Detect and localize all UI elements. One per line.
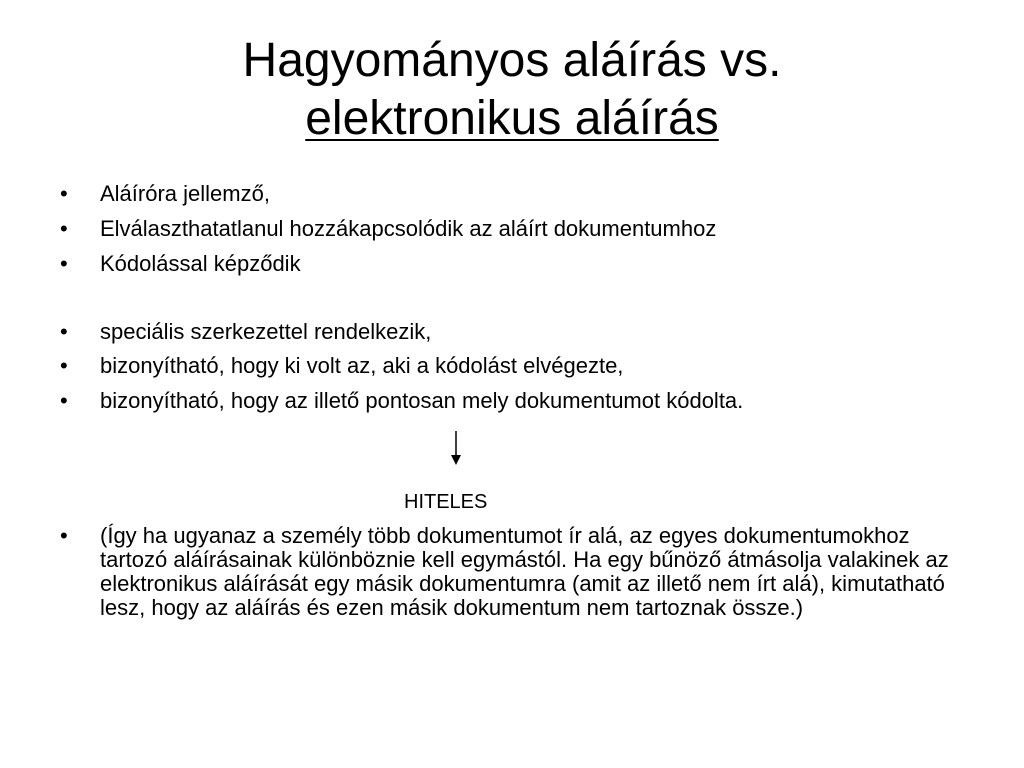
bullet-item [60, 353, 980, 379]
bullet-dot: • [60, 353, 68, 378]
title-line-1: Hagyományos aláírás vs. [242, 34, 782, 87]
bullet-text: Aláíróra jellemző, [100, 181, 270, 206]
bullet-dot: • [60, 388, 68, 413]
bullet-dot: • [60, 319, 68, 344]
bullet-text: Elválaszthatatlanul hozzákapcsolódik az aláírt dokumentumhoz [100, 216, 717, 241]
bullet-text: speciális szerkezettel rendelkezik, [100, 319, 432, 344]
bullet-item [60, 216, 980, 242]
bullet-dot: • [60, 216, 68, 241]
bullet-item [60, 319, 980, 345]
final-bullet-item [60, 524, 980, 620]
final-paragraph: (Így ha ugyanaz a személy több dokumentumot ír alá, az egyes dokumentumokhoz tartozó aláírásainak különböznie kell egymástól. Ha egy bűnöző átmásolja valakinek az elektronikus aláírását egy másik dokumentumra (amit az illető nem írt alá), kimutatható lesz, hogy az aláírás és ezen másik dokumentum nem tartoznak össze.) [100, 523, 949, 620]
bullet-dot: • [60, 181, 68, 206]
bullet-text: bizonyítható, hogy az illető pontosan mely dokumentumot kódolta. [100, 388, 744, 413]
down-arrow-icon [448, 430, 464, 466]
bullet-item [60, 181, 980, 207]
bullet-item [60, 388, 980, 414]
bullet-dot: • [60, 523, 68, 548]
conclusion-label: HITELES [404, 491, 488, 513]
bullet-text: Kódolással képződik [100, 251, 301, 276]
bullet-dot: • [60, 251, 68, 276]
bullet-item [60, 251, 980, 277]
title-line-2: elektronikus aláírás [305, 92, 719, 145]
bullet-text: bizonyítható, hogy ki volt az, aki a kódolást elvégezte, [100, 353, 624, 378]
